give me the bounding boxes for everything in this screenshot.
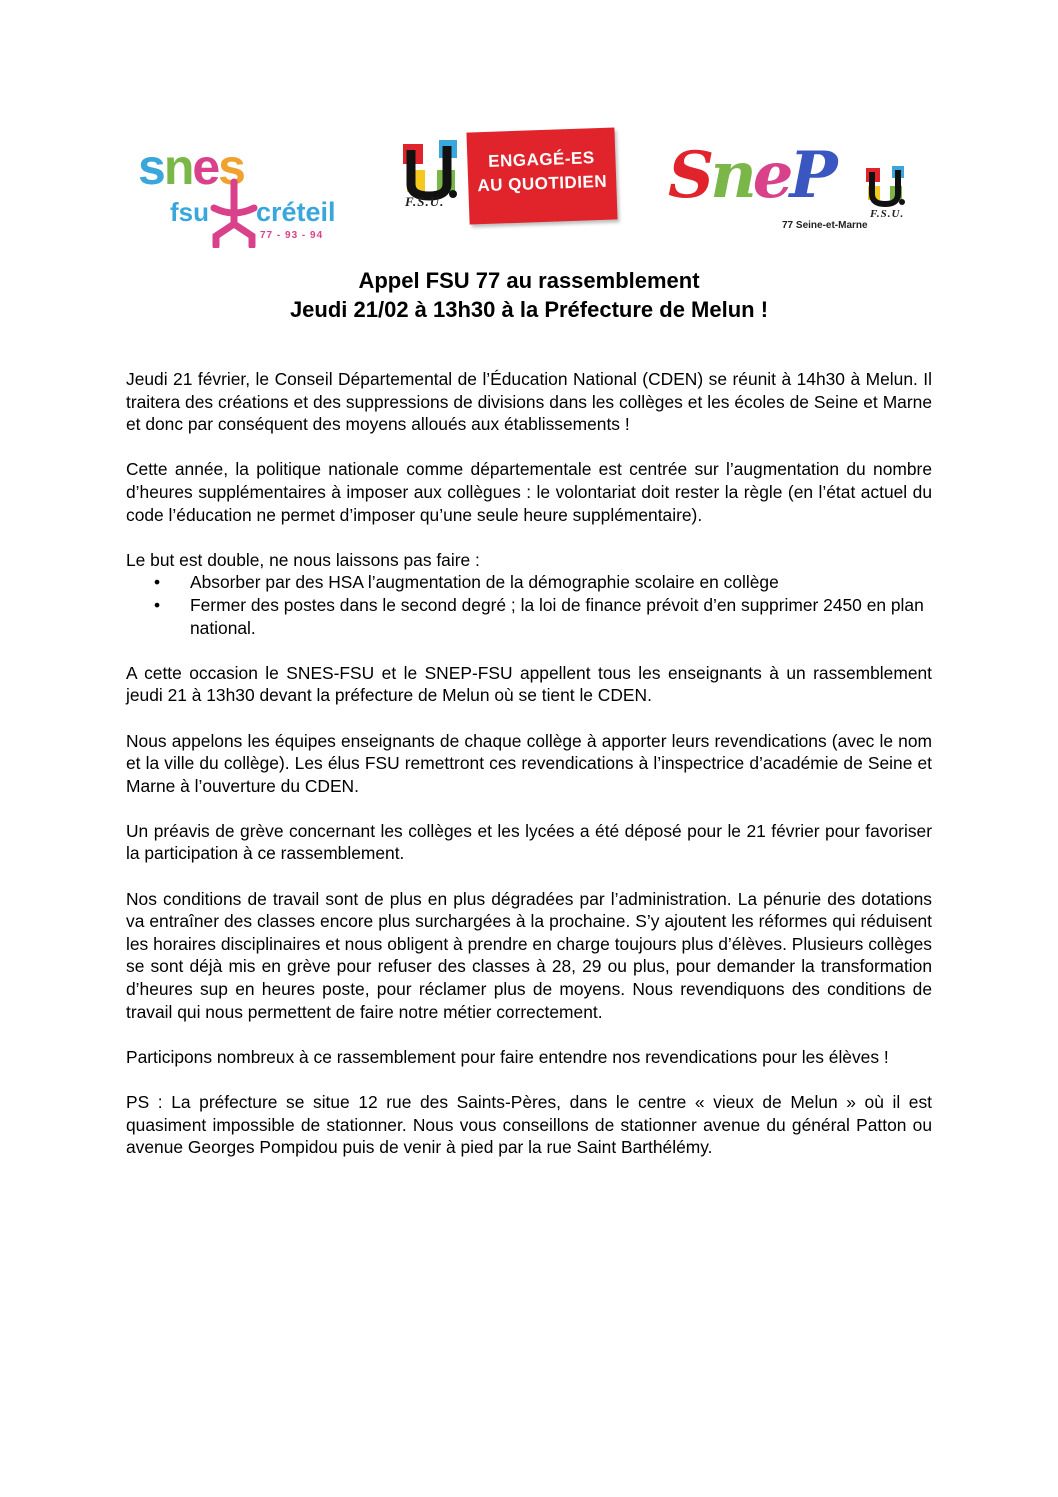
document-body bbox=[126, 368, 932, 1181]
snep-fsu-u-icon bbox=[866, 166, 906, 210]
document-title bbox=[0, 266, 1058, 324]
paragraph-policy: Cette année, la politique nationale comme départementale est centrée sur l’augmentation du nombre d’heures supplémentaires à imposer aux collègues : le volontariat doit rester la règle (en l’état actuel du code l’éducation ne permet d’imposer qu’une seule heure supplémentaire). bbox=[126, 459, 932, 525]
snes-logo-word: snes bbox=[138, 139, 244, 195]
paragraph-strike-notice: Un préavis de grève concernant les collèges et les lycées a été déposé pour le 21 février pour favoriser la participation à ce rassemblement. bbox=[126, 820, 932, 864]
paragraph-ps: PS : La préfecture se situe 12 rue des Saints-Pères, dans le centre « vieux de Melun » où il est quasiment impossible de stationner. Nous vous conseillons de stationner avenue du général Patton ou avenue Georges Pompidou puis de venir à pied par la rue Saint Barthélémy. bbox=[126, 1092, 932, 1158]
paragraph-intro: Jeudi 21 février, le Conseil Départemental de l’Éducation National (CDEN) se réunit à 14h30 à Melun. Il traitera des créations et des suppressions de divisions dans les collèges et les écoles de Seine et Marne et donc par conséquent des moyens alloués aux établissements ! bbox=[126, 369, 932, 435]
title-line-2: Jeudi 21/02 à 13h30 à la Préfecture de Melun ! bbox=[289, 297, 769, 322]
paragraph-conditions: Nos conditions de travail sont de plus en plus dégradées par l’administration. La pénurie des dotations va entraîner des classes encore plus surchargées à la prochaine. S’y ajoutent les réformes qui réduisent les horaires disciplinaires et nous obligent à prendre en charge toujours plus d’élèves. Plusieurs collèges se sont déjà mis en grève pour refuser des classes à 28, 29 ou plus, pour demander la transformation d’heures sup en heures poste, pour réclamer plus de moyens. Nous revendiquons des conditions de travail qui nous permettent de faire notre métier correctement. bbox=[126, 888, 932, 1022]
paragraph-participate: Participons nombreux à ce rassemblement pour faire entendre nos revendications pour les élèves ! bbox=[126, 1046, 889, 1067]
slogan-line-1: ENGAGÉ-ES bbox=[487, 148, 595, 171]
fsu-label: F.S.U. bbox=[405, 194, 445, 209]
engage-slogan-logo bbox=[466, 127, 617, 224]
snes-city-label: créteil bbox=[256, 197, 336, 227]
snep-logo bbox=[668, 138, 858, 213]
paragraph-teams: Nous appelons les équipes enseignants de chaque collège à apporter leurs revendications (avec le nom et la ville du collège). Les élus FSU remettront ces revendications à l’inspectrice d’académie de Seine et Marne à l’ouverture du CDEN. bbox=[126, 730, 932, 796]
list-item: • Absorber par des HSA l’augmentation de la démographie scolaire en collège bbox=[190, 571, 932, 594]
list-item: • Fermer des postes dans le second degré ; la loi de finance prévoit d’en supprimer 2450 en plan national. bbox=[190, 594, 932, 639]
snep-dept-label: 77 Seine-et-Marne bbox=[782, 220, 868, 231]
snes-figure-icon bbox=[204, 178, 264, 248]
paragraph-goal: Le but est double, ne nous laissons pas faire : bbox=[126, 549, 480, 570]
snep-fsu-label: F.S.U. bbox=[870, 208, 905, 220]
snes-fsu-creteil-logo bbox=[138, 138, 348, 248]
title-line-1: Appel FSU 77 au rassemblement bbox=[358, 268, 700, 293]
goal-list bbox=[126, 571, 932, 639]
snep-logo-word: SneP bbox=[668, 138, 834, 213]
logo-bar bbox=[0, 128, 1058, 248]
snes-fsu-label: fsu bbox=[170, 197, 209, 227]
slogan-line-2: AU QUOTIDIEN bbox=[477, 171, 608, 196]
paragraph-call: A cette occasion le SNES-FSU et le SNEP-FSU appellent tous les enseignants à un rassemblement jeudi 21 à 13h30 devant la préfecture de Melun où se tient le CDEN. bbox=[126, 662, 932, 706]
snes-depts-label: 77 - 93 - 94 bbox=[260, 230, 324, 241]
